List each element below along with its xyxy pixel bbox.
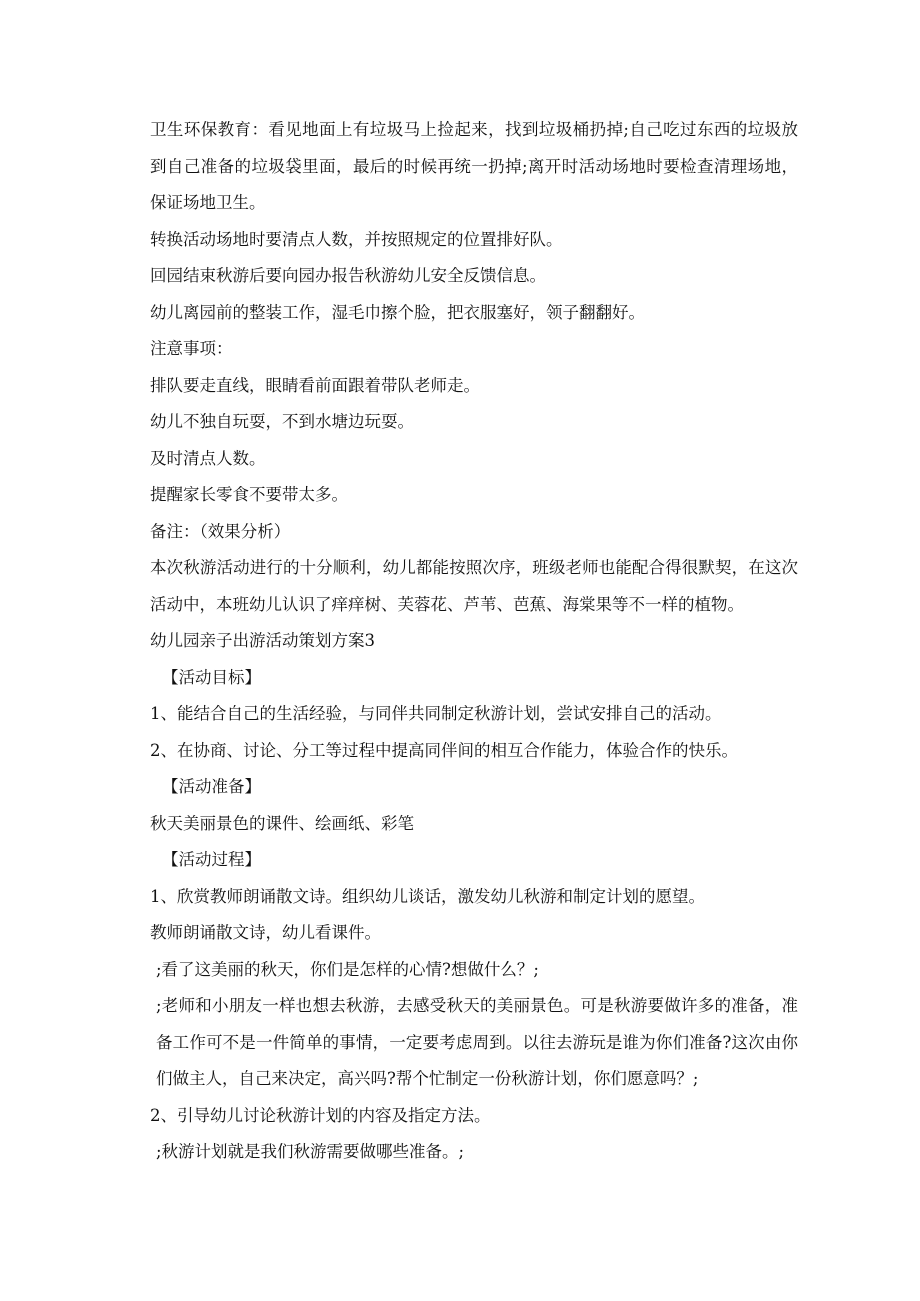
goal-item-1: 1、能结合自己的生活经验，与同伴共同制定秋游计划，尝试安排自己的活动。 <box>150 704 722 723</box>
paragraph-recitation: 教师朗诵散文诗，幼儿看课件。 <box>150 923 381 942</box>
paragraph-tidy-up: 幼儿离园前的整装工作，湿毛巾擦个脸，把衣服塞好，领子翻翻好。 <box>150 302 645 322</box>
paragraph-plan-definition: ;秋游计划就是我们秋游需要做哪些准备。; <box>156 1142 465 1161</box>
paragraph-hygiene: 卫生环保教育：看见地面上有垃圾马上捡起来，找到垃圾桶扔掉;自己吃过东西的垃圾放到自己准备的垃圾袋里面，最后的时候再统一扔掉;离开时活动场地时要检查清理场地，保证场地卫生。 <box>150 120 798 212</box>
heading-activity-preparation: 【活动准备】 <box>162 777 261 796</box>
paragraph-note-water: 幼儿不独自玩耍，不到水塘边玩耍。 <box>150 412 414 431</box>
paragraph-note-snacks: 提醒家长零食不要带太多。 <box>150 485 348 504</box>
paragraph-headcount: 转换活动场地时要清点人数，并按照规定的位置排好队。 <box>150 229 563 249</box>
paragraph-question: ;看了这美丽的秋天，你们是怎样的心情?想做什么？; <box>156 959 539 979</box>
heading-activity-goals: 【活动目标】 <box>162 667 261 687</box>
goal-item-2: 2、在协商、讨论、分工等过程中提高同伴间的相互合作能力，体验合作的快乐。 <box>150 740 738 760</box>
section-title-plan-3: 幼儿园亲子出游活动策划方案3 <box>150 631 375 650</box>
document-body <box>138 112 798 1171</box>
paragraph-remarks: 本次秋游活动进行的十分顺利，幼儿都能按照次序，班级老师也能配合得很默契，在这次活动中，本班幼儿认识了痒痒树、芙蓉花、芦苇、芭蕉、海棠果等不一样的植物。 <box>150 558 798 614</box>
paragraph-preparation: 秋天美丽景色的课件、绘画纸、彩笔 <box>150 813 414 833</box>
paragraph-remarks-heading: 备注：（效果分析） <box>150 521 291 541</box>
paragraph-note-count: 及时清点人数。 <box>150 448 266 468</box>
paragraph-notes-heading: 注意事项： <box>150 339 233 358</box>
process-step-1: 1、欣赏教师朗诵散文诗。组织幼儿谈话，激发幼儿秋游和制定计划的愿望。 <box>150 886 705 906</box>
paragraph-note-line: 排队要走直线，眼睛看前面跟着带队老师走。 <box>150 375 480 395</box>
heading-activity-process: 【活动过程】 <box>162 850 261 869</box>
paragraph-report: 回园结束秋游后要向园办报告秋游幼儿安全反馈信息。 <box>150 266 546 285</box>
process-step-2: 2、引导幼儿讨论秋游计划的内容及指定方法。 <box>150 1105 491 1125</box>
paragraph-teacher-speech: ;老师和小朋友一样也想去秋游，去感受秋天的美丽景色。可是秋游要做许多的准备，准备工作可不是一件简单的事情，一定要考虑周到。以往去游玩是谁为你们准备?这次由你们做主人，自己来决定，高兴吗?帮个忙制定一份秋游计划，你们愿意吗？; <box>156 996 798 1088</box>
